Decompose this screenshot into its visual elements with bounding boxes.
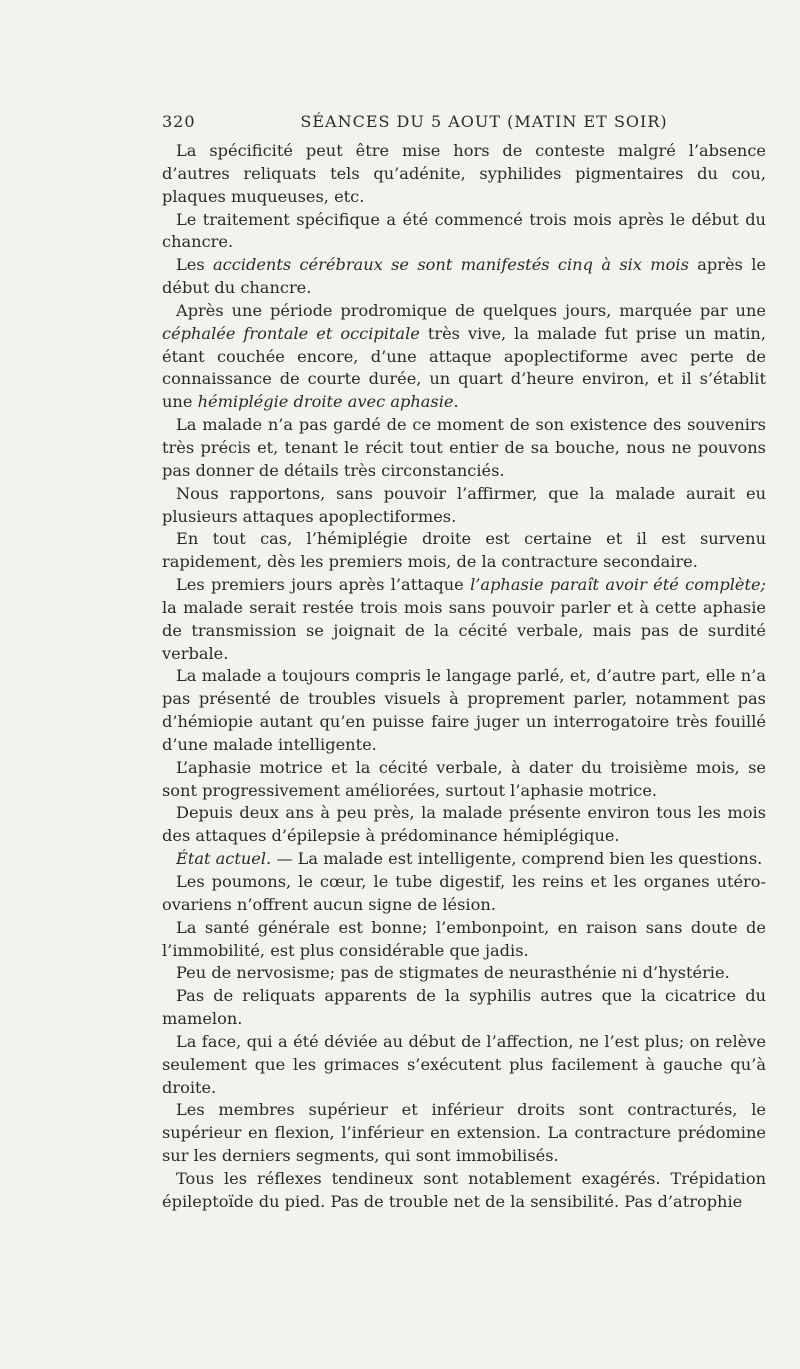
- text-run: Le traitement spécifique a été commencé trois mois après le début du chancre.: [162, 209, 766, 252]
- paragraph: [162, 1168, 766, 1214]
- paragraph: [162, 1099, 766, 1168]
- text-run: Tous les réflexes tendineux sont notablement exagérés. Trépidation épileptoïde du pied. Pas de trouble net de la sensibilité. Pas d’atrophie: [162, 1168, 766, 1211]
- running-head: [162, 112, 766, 140]
- italic-phrase: État actuel.: [176, 849, 272, 869]
- paragraph: [162, 483, 766, 529]
- text-run: Les membres supérieur et inférieur droits sont contracturés, le supérieur en flexion, l’inférieur en extension. La contracture prédomine sur les derniers segments, qui sont immobilisés.: [162, 1100, 766, 1166]
- paragraph: [162, 528, 766, 574]
- text-run: Pas de reliquats apparents de la syphilis autres que la cicatrice du mamelon.: [162, 986, 766, 1029]
- text-run: Les premiers jours après l’attaque: [176, 575, 471, 595]
- paragraph: [162, 574, 766, 665]
- italic-phrase: hémiplégie droite avec aphasie: [197, 392, 454, 412]
- paragraph: [162, 1031, 766, 1100]
- paragraph: [162, 962, 766, 985]
- body-text: [162, 140, 766, 1214]
- text-run: La face, qui a été déviée au début de l’affection, ne l’est plus; on relève seulement que les grimaces s’exécutent plus facilement à gauche qu’à droite.: [162, 1031, 766, 1097]
- text-run: la malade serait restée trois mois sans pouvoir parler et à cette aphasie de transmission se joignait de la cécité verbale, mais pas de surdité verbale.: [162, 597, 766, 663]
- text-run: — La malade est intelligente, comprend bien les questions.: [271, 849, 763, 869]
- paragraph: [162, 300, 766, 414]
- text-run: En tout cas, l’hémiplégie droite est certaine et il est survenu rapidement, dès les premiers mois, de la contracture secondaire.: [162, 529, 766, 572]
- paragraph: [162, 209, 766, 255]
- text-run: La malade n’a pas gardé de ce moment de son existence des souvenirs très précis et, tenant le récit tout entier de sa bouche, nous ne pouvons pas donner de détails très circonstanciés.: [162, 415, 766, 480]
- book-page: [162, 112, 766, 1214]
- paragraph: [162, 140, 766, 209]
- paragraph: [162, 665, 766, 756]
- text-run: La spécificité peut être mise hors de conteste malgré l’absence d’autres reliquats tels qu’adénite, syphilides pigmentaires du cou, plaques muqueuses, etc.: [162, 141, 766, 206]
- italic-phrase: accidents cérébraux se sont manifestés cinq à six mois: [213, 255, 689, 275]
- text-run: Nous rapportons, sans pouvoir l’affirmer, que la malade aurait eu plusieurs attaques apoplectiformes.: [162, 483, 766, 526]
- paragraph: [162, 414, 766, 483]
- text-run: Depuis deux ans à peu près, la malade présente environ tous les mois des attaques d’épilepsie à prédominance hémiplégique.: [162, 803, 766, 846]
- page-number: 320: [162, 112, 196, 131]
- text-run: Peu de nervosisme; pas de stigmates de neurasthénie ni d’hystérie.: [176, 963, 730, 983]
- paragraph: [162, 985, 766, 1031]
- text-run: La malade a toujours compris le langage parlé, et, d’autre part, elle n’a pas présenté de troubles visuels à proprement parler, notamment pas d’hémiopie autant qu’en puisse faire juger un interrogatoire très fouillé d’une malade intelligente.: [162, 666, 766, 754]
- text-run: L’aphasie motrice et la cécité verbale, à dater du troisième mois, se sont progressivement améliorées, surtout l’aphasie motrice.: [162, 757, 766, 800]
- text-run: Les: [176, 255, 213, 275]
- text-run: La santé générale est bonne; l’embonpoint, en raison sans doute de l’immobilité, est plus considérable que jadis.: [162, 917, 766, 960]
- italic-phrase: l’aphasie paraît avoir été complète;: [470, 575, 766, 595]
- text-run: très vive, la malade fut prise un matin, étant couchée encore, d’une attaque apoplectiforme avec perte de connaissance de courte durée, un quart d’heure environ, et il s’établit une: [162, 323, 766, 412]
- text-run: Les poumons, le cœur, le tube digestif, les reins et les organes utéro-ovariens n’offrent aucun signe de lésion.: [162, 872, 766, 914]
- text-run: Après une période prodromique de quelques jours, marquée par une: [176, 300, 766, 320]
- paragraph: [162, 757, 766, 803]
- paragraph: [162, 254, 766, 300]
- paragraph: [162, 871, 766, 917]
- running-head-title: SÉANCES DU 5 AOUT (MATIN ET SOIR): [300, 112, 668, 131]
- paragraph: [162, 802, 766, 848]
- italic-phrase: céphalée frontale et occipitale: [162, 323, 420, 343]
- text-run: après le début du chancre.: [162, 255, 766, 298]
- paragraph: [162, 848, 766, 871]
- text-run: .: [453, 392, 459, 412]
- paragraph: [162, 917, 766, 963]
